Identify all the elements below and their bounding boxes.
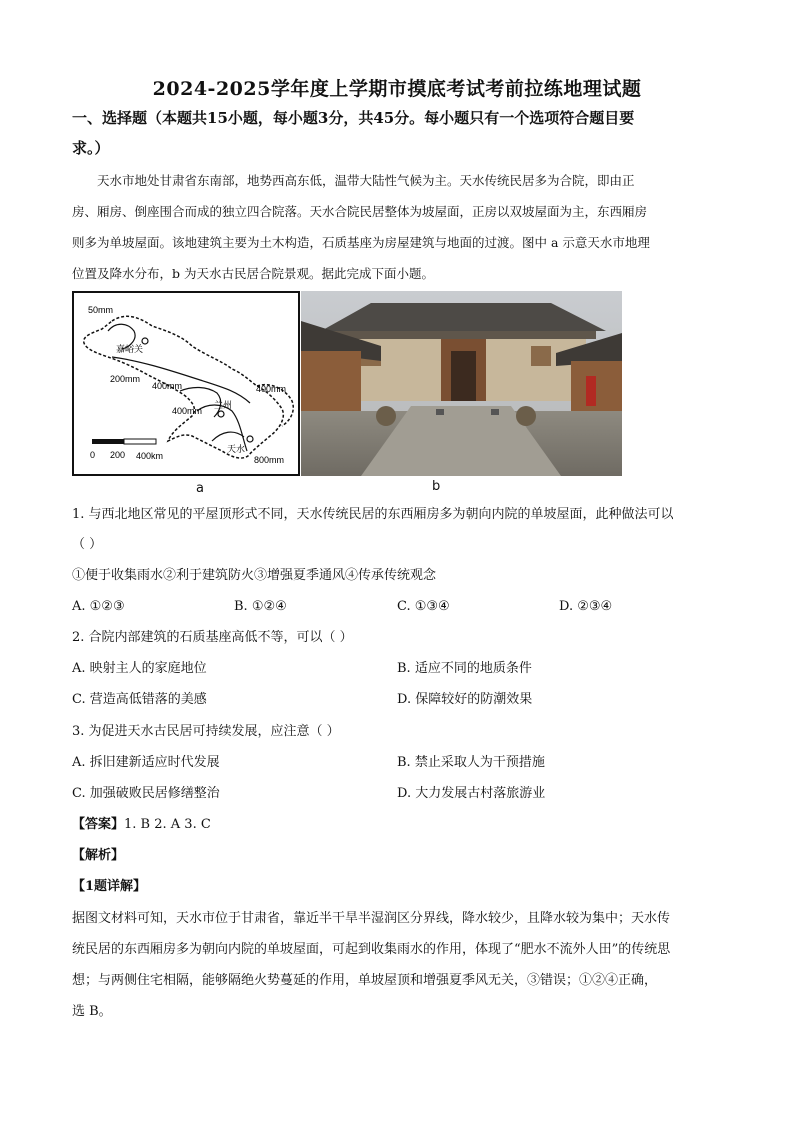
figure-b-caption: b xyxy=(432,479,441,494)
section-heading-line2: 求。） xyxy=(72,139,110,157)
q2-option-d: D. 保障较好的防潮效果 xyxy=(397,692,533,707)
map-label-200mm: 200mm xyxy=(110,374,141,384)
answer-label: 【答案】 xyxy=(72,817,125,832)
map-label-800mm: 800mm xyxy=(254,455,285,465)
q1-option-b: B. ①②④ xyxy=(234,599,287,614)
analysis-label: 【解析】 xyxy=(72,848,125,863)
q2-stem: 2. 合院内部建筑的石质基座高低不等，可以（ ） xyxy=(72,630,353,645)
q2-option-c: C. 营造高低错落的美感 xyxy=(72,692,207,707)
q1-stem-line2: （ ） xyxy=(72,537,103,552)
scale-end: 400km xyxy=(136,451,164,461)
detail-label: 【1题详解】 xyxy=(72,879,147,894)
figure-a-caption: a xyxy=(196,481,204,496)
explanation-line-3: 想；与两侧住宅相隔，能够隔绝火势蔓延的作用，单坡屋顶和增强夏季风无关，③错误；①②④正确， xyxy=(72,973,658,988)
passage-line-1: 天水市地处甘肃省东南部，地势西高东低，温带大陆性气候为主。天水传统民居多为合院，即由正 xyxy=(97,173,635,188)
courtyard-photo xyxy=(301,291,622,476)
passage-line-2: 房、厢房、倒座围合而成的独立四合院落。天水合院民居整体为坡屋面，正房以双坡屋面为主，东西厢房 xyxy=(72,204,648,219)
passage-line-3: 则多为单坡屋面。该地建筑主要为土木构造，石质基座为房屋建筑与地面的过渡。图中 a 示意天水市地理 xyxy=(72,235,650,250)
q3-option-a: A. 拆旧建新适应时代发展 xyxy=(72,755,220,770)
explanation-line-2: 统民居的东西厢房多为朝向内院的单坡屋面，可起到收集雨水的作用，体现了“肥水不流外人田”的传统思 xyxy=(72,942,671,957)
q3-option-c: C. 加强破败民居修缮整治 xyxy=(72,786,220,801)
explanation-line-4: 选 B。 xyxy=(72,1004,112,1019)
map-label-jiayuguan: 嘉峪关 xyxy=(116,345,144,355)
q1-option-c: C. ①③④ xyxy=(397,599,450,614)
section-heading-line1: 一、选择题（本题共15小题，每小题3分，共45分。每小题只有一个选项符合题目要 xyxy=(72,109,635,127)
q2-option-b: B. 适应不同的地质条件 xyxy=(397,661,532,676)
map-label-tianshui: 天水 xyxy=(227,445,246,455)
page-title: 2024-2025学年度上学期市摸底考试考前拉练地理试题 xyxy=(152,78,642,100)
answer-text: 1. B 2. A 3. C xyxy=(124,817,211,832)
q1-option-a: A. ①②③ xyxy=(72,599,125,614)
q2-option-a: A. 映射主人的家庭地位 xyxy=(72,661,207,676)
map-label-400mm-b: 400mm xyxy=(256,384,287,394)
map-label-lanzhou: 兰州 xyxy=(214,401,233,411)
map-label-400mm-c: 400mm xyxy=(172,406,203,416)
precipitation-map xyxy=(72,291,300,476)
q1-stem-line1: 1. 与西北地区常见的平屋顶形式不同，天水传统民居的东西厢房多为朝向内院的单坡屋面，此种做法可以 xyxy=(72,507,674,522)
q1-option-d: D. ②③④ xyxy=(559,599,613,614)
scale-mid: 200 xyxy=(110,450,126,460)
q3-option-b: B. 禁止采取人为干预措施 xyxy=(397,755,545,770)
q3-option-d: D. 大力发展古村落旅游业 xyxy=(397,786,546,801)
q3-stem: 3. 为促进天水古民居可持续发展，应注意（ ） xyxy=(72,724,340,739)
answer-line xyxy=(72,815,211,835)
map-label-400mm-a: 400mm xyxy=(152,381,183,391)
scale-zero: 0 xyxy=(90,450,96,460)
explanation-line-1: 据图文材料可知，天水市位于甘肃省，靠近半干旱半湿润区分界线，降水较少，且降水较为集中；天水传 xyxy=(72,911,671,926)
q1-statements: ①便于收集雨水②利于建筑防火③增强夏季通风④传承传统观念 xyxy=(72,568,437,583)
map-label-50mm: 50mm xyxy=(88,305,114,315)
passage-line-4: 位置及降水分布，b 为天水古民居合院景观。据此完成下面小题。 xyxy=(72,266,434,281)
